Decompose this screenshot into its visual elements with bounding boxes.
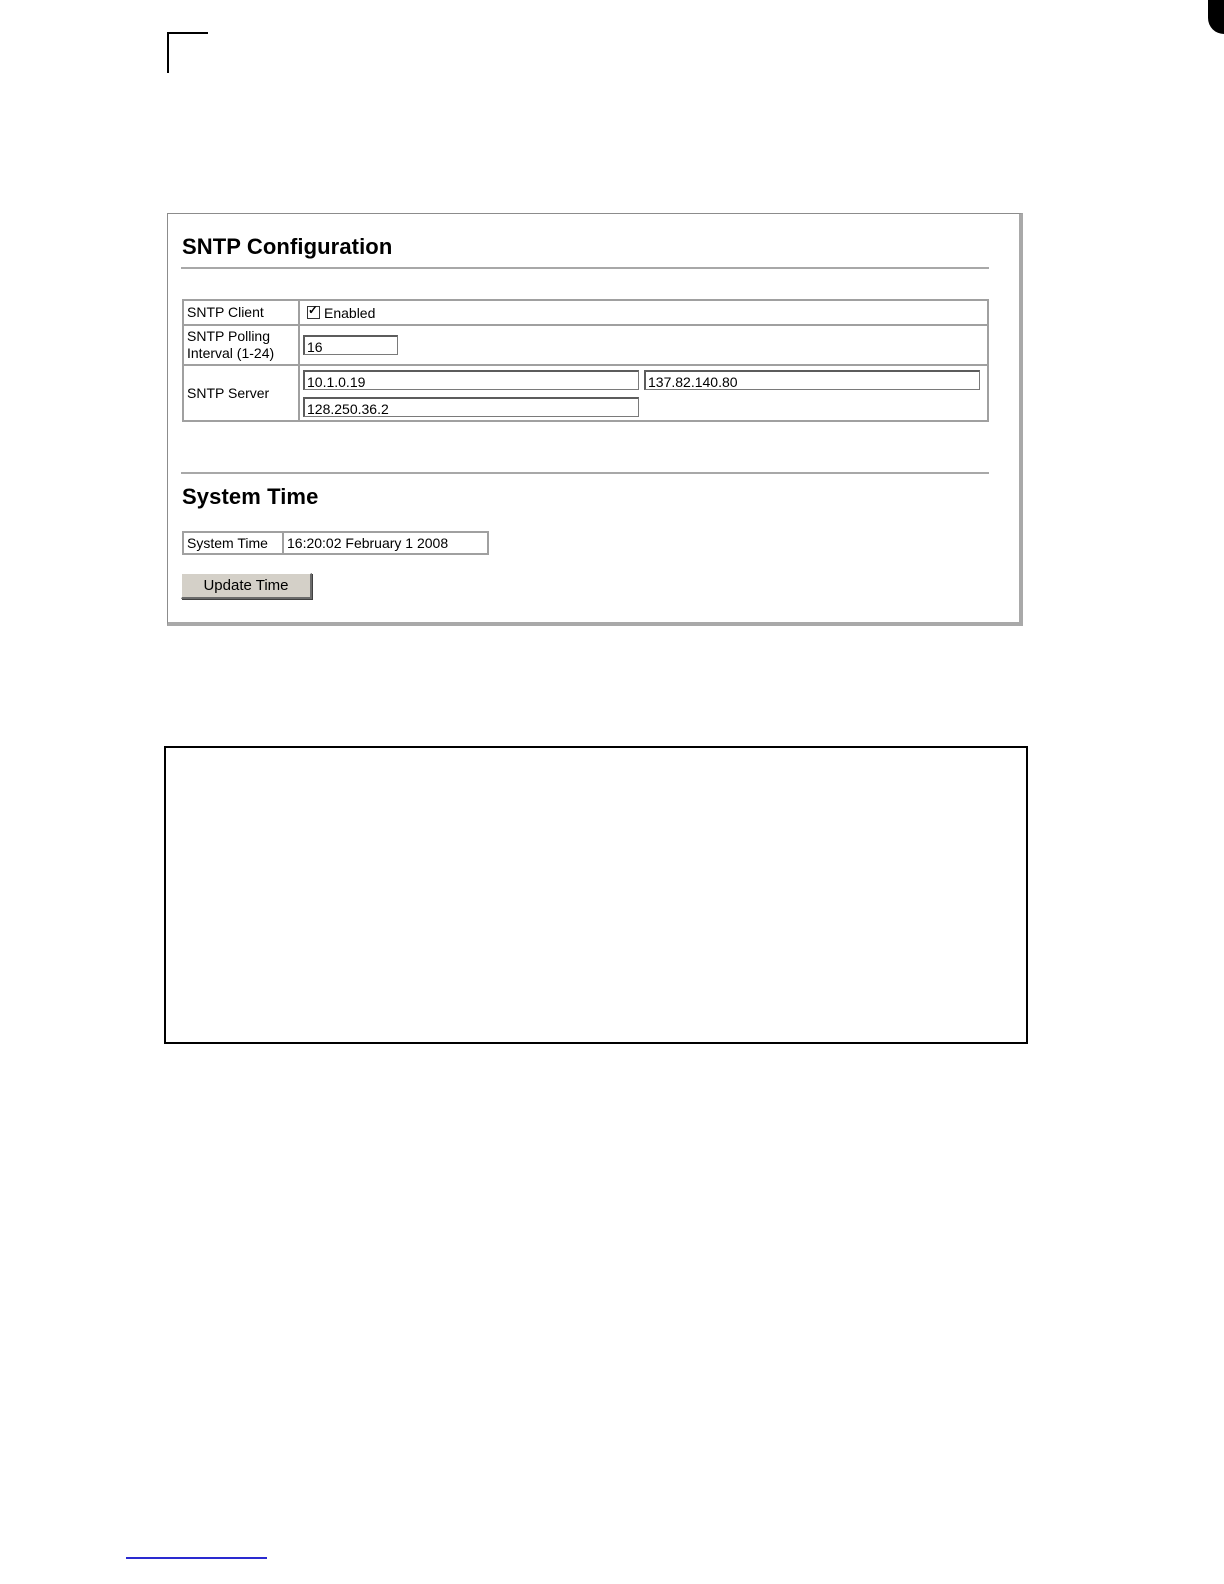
system-time-value: 16:20:02 February 1 2008 bbox=[287, 535, 449, 551]
sntp-client-enabled-label: Enabled bbox=[324, 304, 376, 321]
sntp-client-checkbox[interactable] bbox=[307, 303, 320, 319]
sntp-polling-label-line1: SNTP Polling bbox=[187, 328, 271, 344]
sntp-server-label: SNTP Server bbox=[183, 365, 299, 421]
system-time-row bbox=[182, 531, 489, 555]
table-row bbox=[183, 325, 988, 365]
section-divider bbox=[181, 267, 989, 269]
sntp-server-1-input[interactable]: 10.1.0.19 bbox=[303, 370, 639, 390]
checkmark-icon: ✓ bbox=[308, 303, 319, 318]
sntp-settings-table bbox=[182, 299, 989, 422]
sntp-client-cell bbox=[299, 300, 988, 325]
page-edge-tab bbox=[1208, 0, 1224, 34]
empty-frame bbox=[164, 746, 1028, 1044]
update-time-button[interactable]: Update Time bbox=[181, 573, 312, 599]
sntp-server-inputs bbox=[303, 367, 984, 419]
sntp-polling-interval-input[interactable]: 16 bbox=[303, 335, 398, 355]
sntp-polling-label bbox=[183, 325, 299, 365]
sntp-server-3-input[interactable]: 128.250.36.2 bbox=[303, 397, 639, 417]
section-divider bbox=[181, 472, 989, 474]
system-time-title: System Time bbox=[182, 484, 319, 509]
footer-rule bbox=[126, 1557, 267, 1559]
table-row bbox=[183, 365, 988, 421]
sntp-config-title: SNTP Configuration bbox=[182, 234, 393, 259]
sntp-client-label: SNTP Client bbox=[183, 300, 299, 325]
crop-mark-vertical bbox=[167, 32, 169, 73]
table-row bbox=[183, 300, 988, 325]
sntp-polling-cell bbox=[299, 325, 988, 365]
sntp-polling-label-line2: Interval (1-24) bbox=[187, 345, 275, 361]
sntp-configuration-panel bbox=[167, 213, 1023, 626]
sntp-server-2-input[interactable]: 137.82.140.80 bbox=[644, 370, 980, 390]
sntp-server-cell bbox=[299, 365, 988, 421]
system-time-label: System Time bbox=[184, 533, 284, 553]
crop-mark-horizontal bbox=[167, 32, 208, 34]
